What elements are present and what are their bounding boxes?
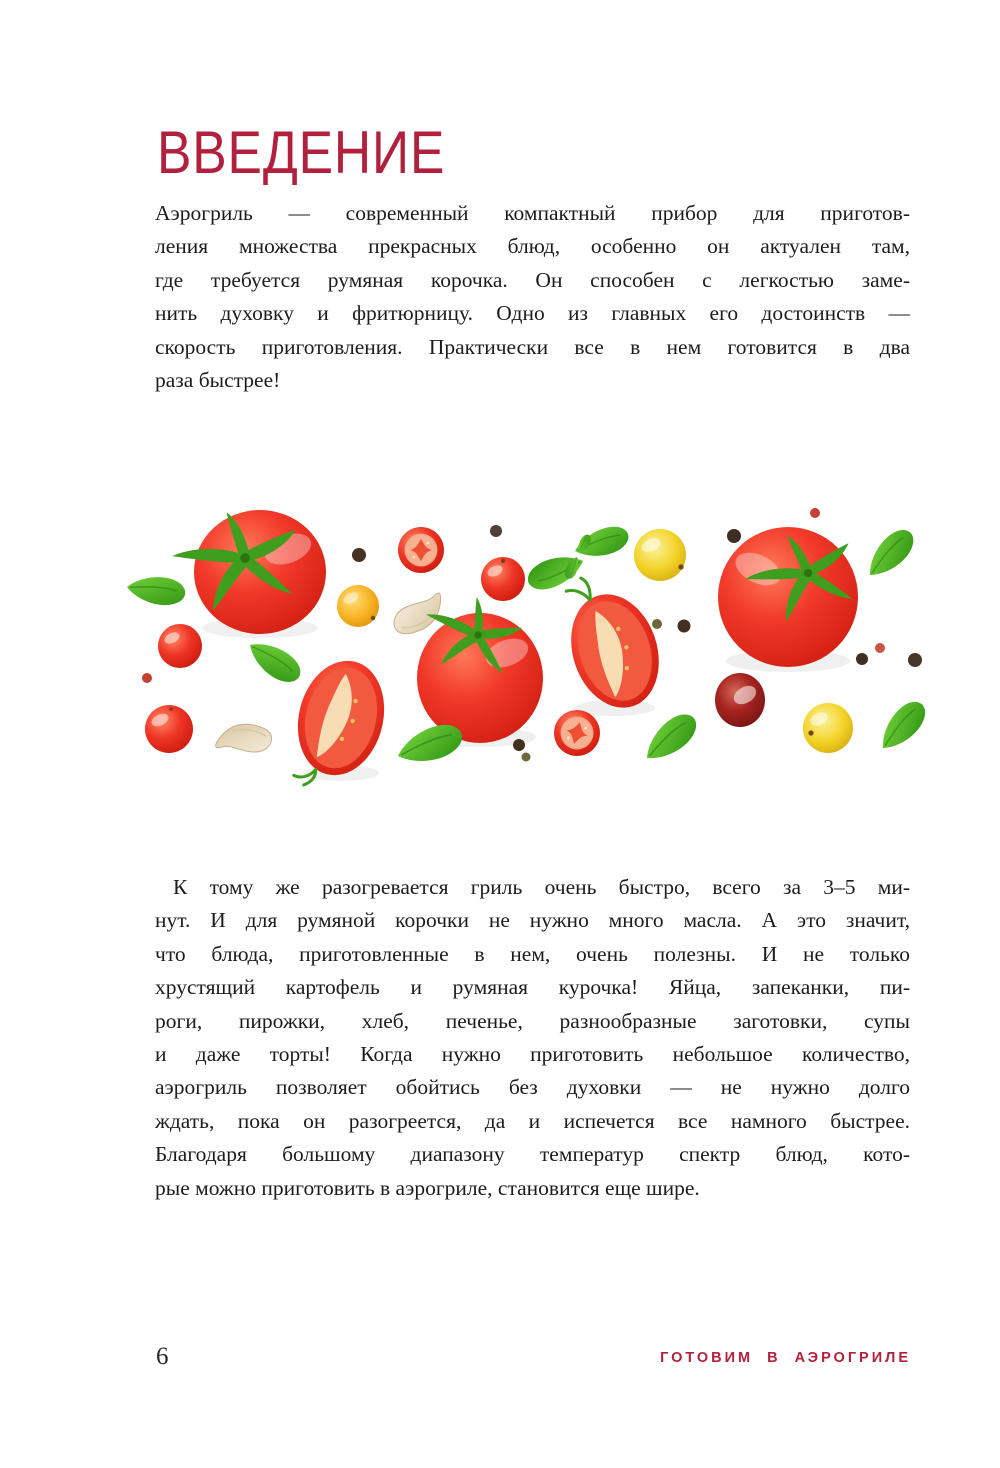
peppercorn <box>513 739 525 751</box>
basil-leaf <box>637 707 703 768</box>
text-line: Благодаря большому диапазону температур спектр блюд, кото- <box>155 1142 910 1167</box>
text-line: нут. И для румяной корочки не нужно много масла. А это значит, <box>155 908 910 933</box>
pink-peppercorn <box>875 643 885 653</box>
dark-cherry-tomato <box>715 673 765 727</box>
halved-plum-tomato <box>550 562 673 719</box>
text-line: что блюда, приготовленные в нем, очень полезны. И не только <box>155 941 910 966</box>
peppercorn <box>727 529 741 543</box>
red-peppercorn <box>142 673 152 683</box>
green-peppercorn <box>522 753 531 762</box>
body-paragraph <box>155 871 910 1205</box>
tomatoes-illustration <box>105 487 935 787</box>
peppercorn <box>856 653 868 665</box>
basil-sprig <box>524 522 632 594</box>
page-number: 6 <box>156 1343 169 1370</box>
intro-paragraph <box>155 197 910 397</box>
text-line: роги, пирожки, хлеб, печенье, разнообразные заготовки, супы <box>155 1008 910 1033</box>
cherry-tomato <box>481 557 525 601</box>
basil-leaf <box>243 633 307 689</box>
text-line: раза быстрее! <box>155 368 281 393</box>
green-peppercorn <box>652 619 662 629</box>
cherry-tomato <box>145 705 193 753</box>
basil-leaf <box>872 695 932 757</box>
yellow-cherry-tomato <box>634 529 686 581</box>
red-peppercorn <box>810 508 820 518</box>
running-title: ГОТОВИМ В АЭРОГРИЛЕ <box>660 1350 911 1366</box>
basil-leaf <box>125 573 187 609</box>
yellow-cherry-tomato <box>337 585 379 627</box>
text-line: скорость приготовления. Практически все в нем готовится в два <box>155 334 910 359</box>
text-line: Аэрогриль — современный компактный прибор для приготов- <box>155 201 910 225</box>
chapter-heading: ВВЕДЕНИЕ <box>157 119 446 186</box>
text-line: хрустящий картофель и румяная курочка! Яйца, запеканки, пи- <box>155 975 910 1000</box>
tomato <box>167 503 326 634</box>
cherry-tomato <box>158 624 202 668</box>
text-line: ления множества прекрасных блюд, особенно он актуален там, <box>155 234 910 259</box>
basil-leaf <box>860 523 921 584</box>
text-line: нить духовку и фритюрницу. Одно из главных его достоинств — <box>155 301 910 326</box>
halved-cherry-tomato <box>398 527 444 573</box>
tomato <box>718 521 864 667</box>
text-line: рые можно приготовить в аэрогриле, становится еще шире. <box>155 1175 700 1200</box>
peppercorn <box>490 525 502 537</box>
peppercorn <box>908 653 922 667</box>
yellow-cherry-tomato <box>803 703 853 753</box>
peppercorn <box>352 548 366 562</box>
text-line: где требуется румяная корочка. Он способен с легкостью заме- <box>155 267 910 292</box>
text-line: и даже торты! Когда нужно приготовить небольшое количество, <box>155 1042 910 1067</box>
tomatoes-photo <box>105 487 935 787</box>
text-line: ждать, пока он разогреется, да и испечется все намного быстрее. <box>155 1108 910 1133</box>
peppercorn <box>678 620 691 633</box>
text-line: К тому же разогревается гриль очень быстро, всего за 3–5 ми- <box>173 875 910 899</box>
garlic-clove <box>215 721 272 754</box>
text-line: аэрогриль позволяет обойтись без духовки — не нужно долго <box>155 1075 910 1100</box>
